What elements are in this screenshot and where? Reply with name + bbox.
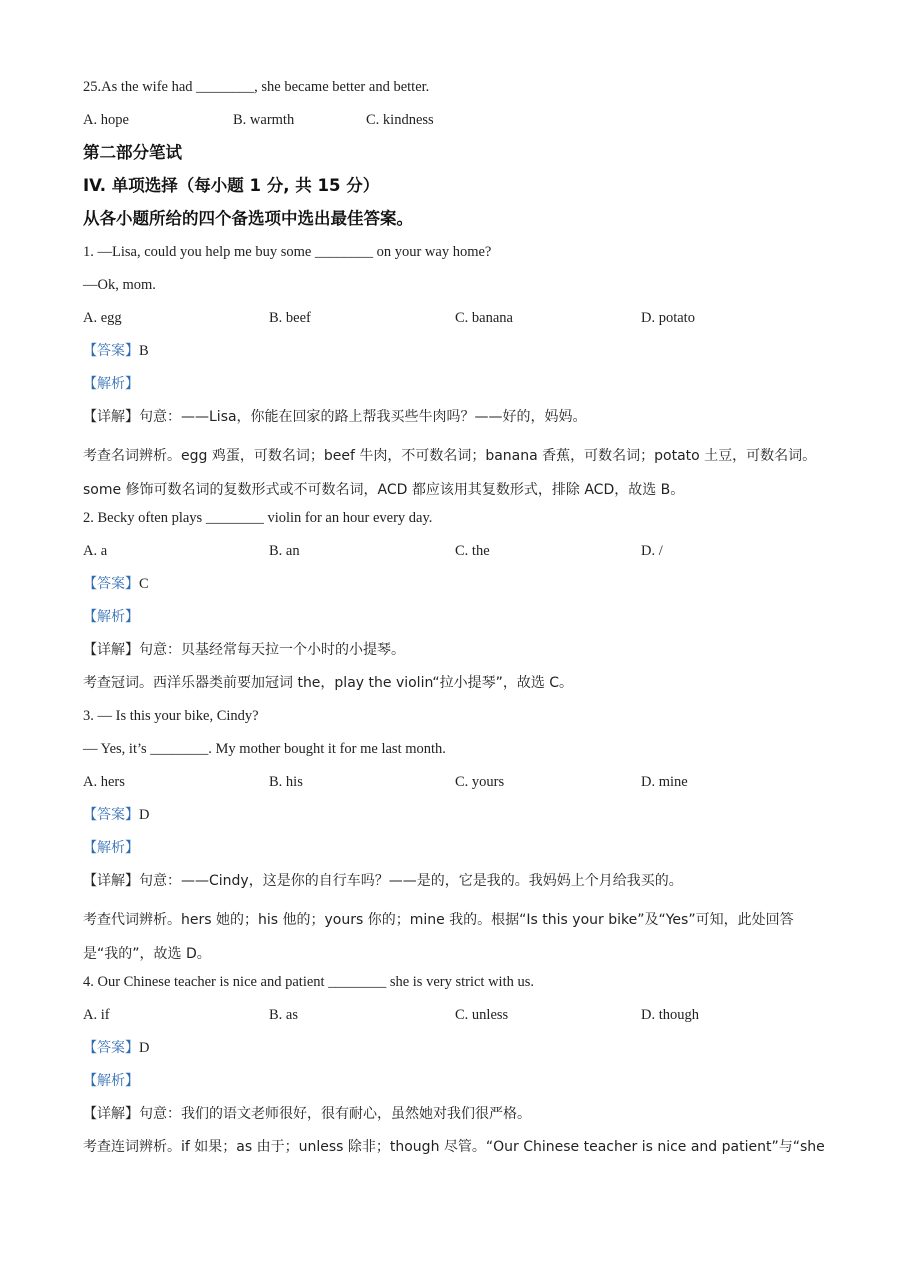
q1-option-d: D. potato: [641, 310, 695, 326]
q2-options: [83, 540, 828, 573]
q4-stem: 4. Our Chinese teacher is nice and patient ________ she is very strict with us.: [83, 974, 535, 990]
q25-option-b: B. warmth: [233, 112, 295, 128]
q4-analysis: [83, 1070, 828, 1103]
answer-label: 【答案】: [83, 576, 139, 592]
q2-answer-value: C: [139, 576, 149, 592]
q3-detail-text: 句意：——Cindy，这是你的自行车吗？——是的，它是我的。我妈妈上个月给我买的。: [139, 873, 683, 889]
answer-label: 【答案】: [83, 1040, 139, 1056]
q25-stem: 25.As the wife had ________, she became better and better.: [83, 79, 430, 95]
q2-option-a: A. a: [83, 543, 108, 559]
q3-option-b: B. his: [269, 774, 303, 790]
q2-detail: [83, 639, 828, 672]
q4-detail-text: 句意：我们的语文老师很好，很有耐心，虽然她对我们很严格。: [139, 1106, 531, 1122]
q4-answer: [83, 1037, 828, 1070]
q1-stem-line2: —Ok, mom.: [83, 277, 156, 293]
detail-label: 【详解】: [83, 873, 139, 889]
q1-answer: [83, 340, 828, 373]
part2-title: 第二部分笔试: [83, 143, 182, 162]
q2-option-c: C. the: [455, 543, 490, 559]
q1-detail-text: 句意：——Lisa，你能在回家的路上帮我买些牛肉吗？——好的，妈妈。: [139, 409, 587, 425]
q3-option-d: D. mine: [641, 774, 688, 790]
analysis-label: 【解析】: [83, 609, 139, 625]
q4-option-d: D. though: [641, 1007, 699, 1023]
q3-detail: [83, 870, 828, 903]
q4-answer-value: D: [139, 1040, 150, 1056]
q3-stem-line2: — Yes, it’s ________. My mother bought it for me last month.: [83, 741, 446, 757]
q3-options: [83, 771, 828, 804]
q4-option-c: C. unless: [455, 1007, 509, 1023]
q2-option-d: D. /: [641, 543, 663, 559]
q3-option-a: A. hers: [83, 774, 125, 790]
q25-option-a: A. hope: [83, 112, 129, 128]
q1-stem-line1: 1. —Lisa, could you help me buy some ________ on your way home?: [83, 244, 492, 260]
q3-answer: [83, 804, 828, 837]
q4-option-a: A. if: [83, 1007, 110, 1023]
section4-title: IV. 单项选择（每小题 1 分, 共 15 分）: [83, 176, 380, 195]
detail-label: 【详解】: [83, 409, 139, 425]
q3-analysis: [83, 837, 828, 870]
q1-analysis: [83, 373, 828, 406]
analysis-label: 【解析】: [83, 1073, 139, 1089]
q25-option-c: C. kindness: [366, 112, 434, 128]
q25-options: [83, 109, 828, 142]
q2-option-b: B. an: [269, 543, 300, 559]
q3-stem-line1: 3. — Is this your bike, Cindy?: [83, 708, 259, 724]
detail-label: 【详解】: [83, 1106, 139, 1122]
detail-label: 【详解】: [83, 642, 139, 658]
q1-option-a: A. egg: [83, 310, 122, 326]
q4-detail: [83, 1103, 828, 1136]
q2-explain: 考查冠词。西洋乐器类前要加冠词 the，play the violin“拉小提琴”，故选 C。: [83, 675, 574, 691]
q1-option-b: B. beef: [269, 310, 311, 326]
q1-option-c: C. banana: [455, 310, 513, 326]
q4-options: [83, 1004, 828, 1037]
q2-analysis: [83, 606, 828, 639]
instruction: 从各小题所给的四个备选项中选出最佳答案。: [83, 209, 413, 228]
q3-explain: 考查代词辨析。hers 她的；his 他的；yours 你的；mine 我的。根据“Is this your bike”及“Yes”可知，此处回答是“我的”，故选 D。: [83, 912, 794, 962]
q1-detail: [83, 406, 828, 439]
q1-explain: 考查名词辨析。egg 鸡蛋，可数名词；beef 牛肉，不可数名词；banana 香蕉，可数名词；potato 土豆，可数名词。some 修饰可数名词的复数形式或不可数名词，ACD 都应该用其复数形式，排除 ACD，故选 B。: [83, 448, 817, 498]
q4-explain: 考查连词辨析。if 如果；as 由于；unless 除非；though 尽管。“Our Chinese teacher is nice and patient”与“she: [83, 1139, 825, 1155]
q1-options: [83, 307, 828, 340]
answer-label: 【答案】: [83, 343, 139, 359]
q4-option-b: B. as: [269, 1007, 298, 1023]
q3-answer-value: D: [139, 807, 150, 823]
q3-option-c: C. yours: [455, 774, 505, 790]
q1-answer-value: B: [139, 343, 149, 359]
analysis-label: 【解析】: [83, 376, 139, 392]
analysis-label: 【解析】: [83, 840, 139, 856]
q2-answer: [83, 573, 828, 606]
document-page: [83, 76, 828, 1169]
q2-stem: 2. Becky often plays ________ violin for an hour every day.: [83, 510, 433, 526]
answer-label: 【答案】: [83, 807, 139, 823]
q2-detail-text: 句意：贝基经常每天拉一个小时的小提琴。: [139, 642, 405, 658]
